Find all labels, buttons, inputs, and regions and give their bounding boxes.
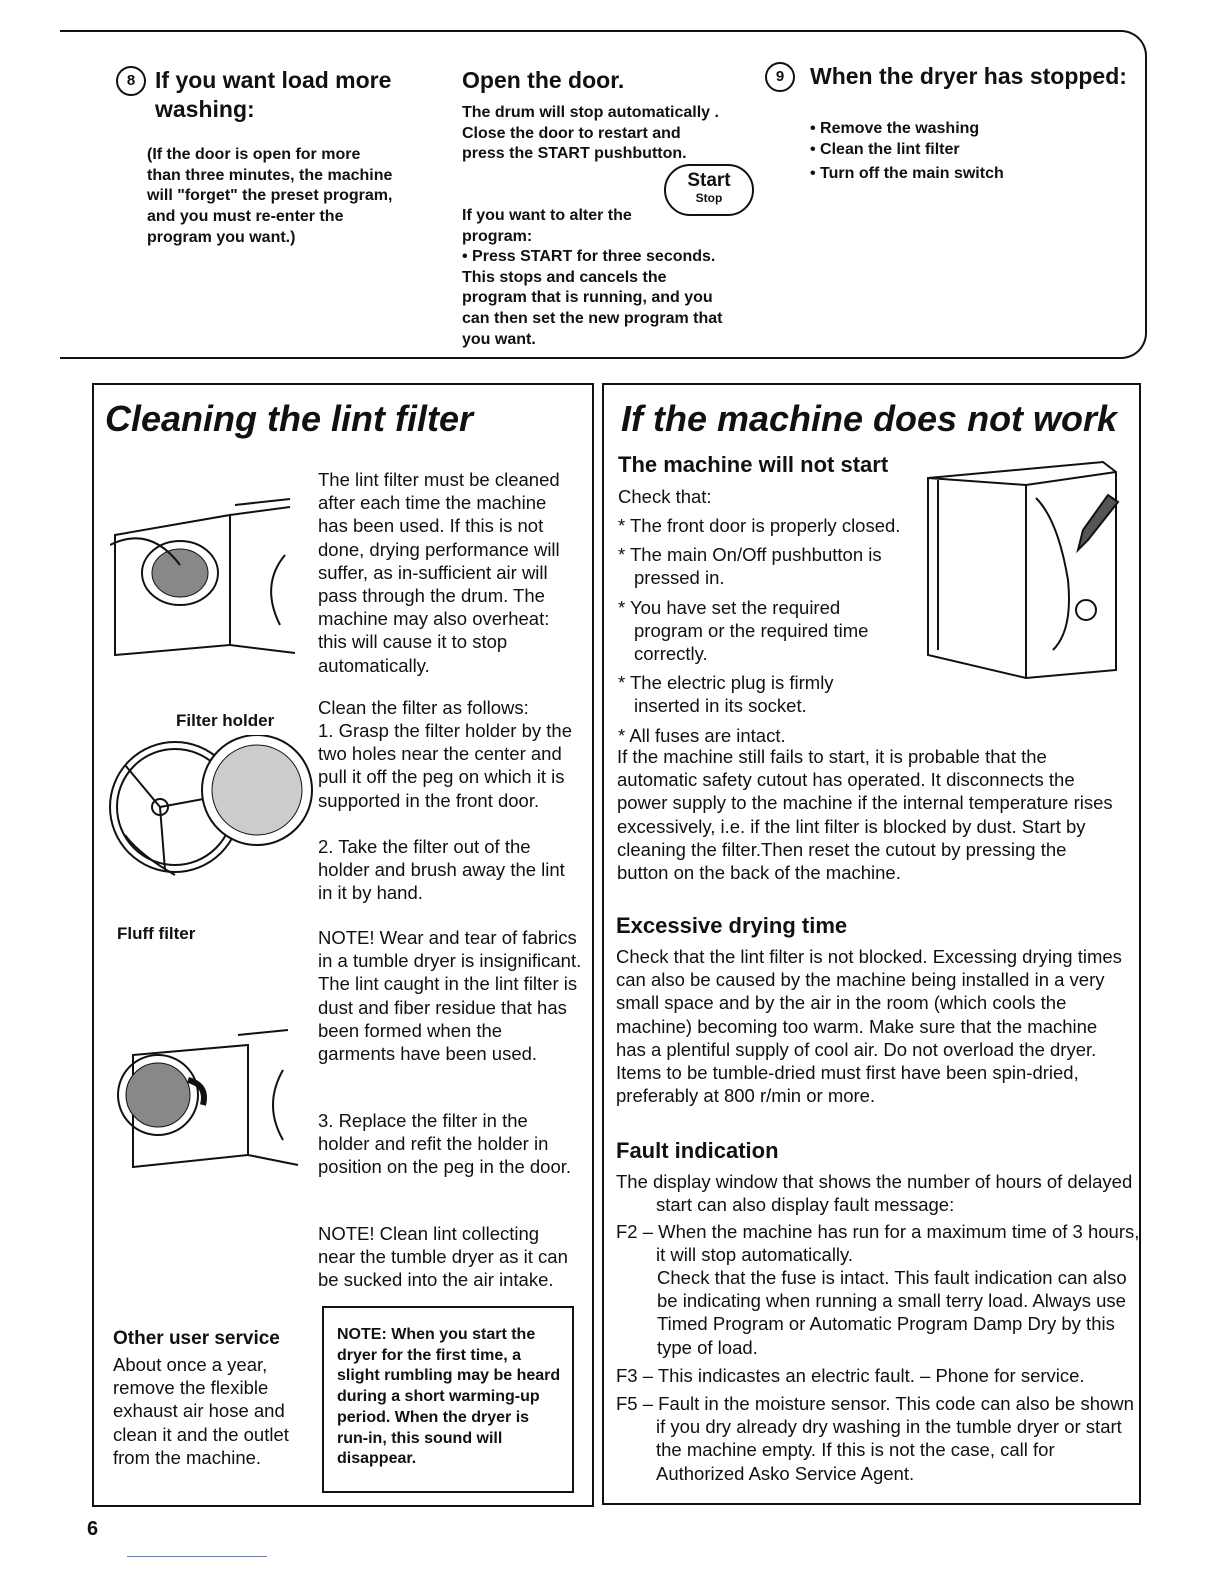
other-service-text: About once a year, remove the flexible exhaust air hose and clean it and the outlet from the machine. (113, 1354, 289, 1468)
alter-text: • Press START for three seconds. This stops and cancels the program that is running, and you can then set the new program that you want. (462, 248, 723, 348)
other-service-title: Other user service (113, 1328, 280, 1349)
page-number: 6 (87, 1518, 99, 1540)
fault-f2: F2 – When the machine has run for a maximum time of 3 hours, it will stop automatically. (616, 1221, 1140, 1266)
start-stop-button (664, 164, 754, 216)
replace-filter-illustration (108, 1025, 303, 1175)
fault-intro: The display window that shows the number of hours of delayed start can also display fault message: (616, 1171, 1133, 1216)
fault-f2-more: Check that the fuse is intact. This fault indication can also be indicating when running a small terry load. Always use Timed Program or Automatic Program Damp Dry by this type of load. (657, 1267, 1127, 1358)
step9-number: 9 (765, 62, 795, 92)
step8-note: (If the door is open for more than three minutes, the machine will "forget" the preset program, and you must re-enter the program you want.) (147, 146, 393, 246)
fault-f5: F5 – Fault in the moisture sensor. This code can also be shown if you dry already dry washing in the tumble dryer or start the machine empty. If this is not the case, call for Authorized Asko Service Agent. (616, 1393, 1134, 1484)
check-label: Check that: (618, 486, 712, 507)
step9-list (810, 119, 1110, 185)
check-item: * The electric plug is firmly inserted in its socket. (618, 672, 834, 717)
step9-item: • Clean the lint filter (810, 140, 960, 158)
lint-follows: Clean the filter as follows: (318, 697, 529, 718)
label-fluff-filter: Fluff filter (117, 924, 196, 943)
open-door-text: The drum will stop automatically . Close the door to restart and press the START pushbutton. (462, 104, 719, 163)
lint-title: Cleaning the lint filter (105, 398, 474, 439)
step9-item: • Remove the washing (810, 120, 980, 137)
stop-label: Stop (695, 191, 723, 205)
lint-step1: 1. Grasp the filter holder by the two holes near the center and pull it off the peg on which it is supported in the front door. (318, 720, 572, 811)
lint-note2: NOTE! Clean lint collecting near the tumble dryer as it can be sucked into the air intake. (318, 1223, 568, 1291)
trouble-title: If the machine does not work (621, 398, 1118, 439)
step8-title: If you want load more washing: (155, 67, 392, 122)
open-door-title: Open the door. (462, 67, 625, 93)
filter-holder-illustration (105, 735, 320, 890)
step9-title: When the dryer has stopped: (810, 63, 1127, 89)
no-start-title: The machine will not start (618, 452, 889, 477)
step9-item: • Turn off the main switch (810, 165, 1004, 183)
dryer-illustration (918, 450, 1123, 680)
lint-note1: NOTE! Wear and tear of fabrics in a tumble dryer is insignificant. The lint caught in the lint filter is dust and fiber residue that has been formed when the garments have been used. (318, 927, 582, 1065)
fault-title: Fault indication (616, 1138, 779, 1163)
label-filter-holder: Filter holder (176, 711, 275, 730)
step8-number: 8 (116, 66, 146, 96)
check-item: * You have set the required program or the required time correctly. (618, 596, 869, 665)
excessive-text: Check that the lint filter is not blocked. Excessing drying times can also be caused by the machine being installed in a very small space and by the air in the room (which cools the machine) becoming too warm. Make sure that the machine has a plentiful supply of cool air. Do not overload the dryer. Items to be tumble-dried must first have been spin-dried, preferably at 800 r/min or more. (616, 946, 1122, 1107)
first-run-note: NOTE: When you start the dryer for the first time, a slight rumbling may be heard during a short warming-up period. When the dryer is run-in, this sound will disappear. (337, 1326, 561, 1468)
check-item: * All fuses are intact. (618, 724, 786, 746)
check-item: * The front door is properly closed. (618, 515, 901, 536)
checks-list (618, 514, 918, 747)
lint-step2: 2. Take the filter out of the holder and brush away the lint in it by hand. (318, 836, 565, 904)
lint-step3: 3. Replace the filter in the holder and refit the holder in position on the peg in the door. (318, 1110, 572, 1178)
alter-title: If you want to alter the program: (462, 207, 632, 245)
fault-f3: F3 – This indicastes an electric fault. – Phone for service. (616, 1365, 1085, 1386)
footer-rule (127, 1556, 267, 1557)
start-label: Start (687, 170, 731, 191)
check-item: * The main On/Off pushbutton is pressed in. (618, 544, 882, 589)
lint-intro: The lint filter must be cleaned after each time the machine has been used. If this is not done, drying performance will suffer, as in-sufficient air will pass through the drum. The machine may also overheat: this will cause it to stop automatically. (318, 469, 560, 676)
excessive-title: Excessive drying time (616, 913, 848, 938)
door-filter-illustration (110, 495, 300, 665)
still-fails-text: If the machine still fails to start, it is probable that the automatic safety cutout has operated. It disconnects the power supply to the machine if the internal temperature rises excessively, i.e. if the lint filter is blocked by dust. Start by cleaning the filter.Then reset the cutout by pressing the button on the back of the machine. (617, 746, 1113, 884)
